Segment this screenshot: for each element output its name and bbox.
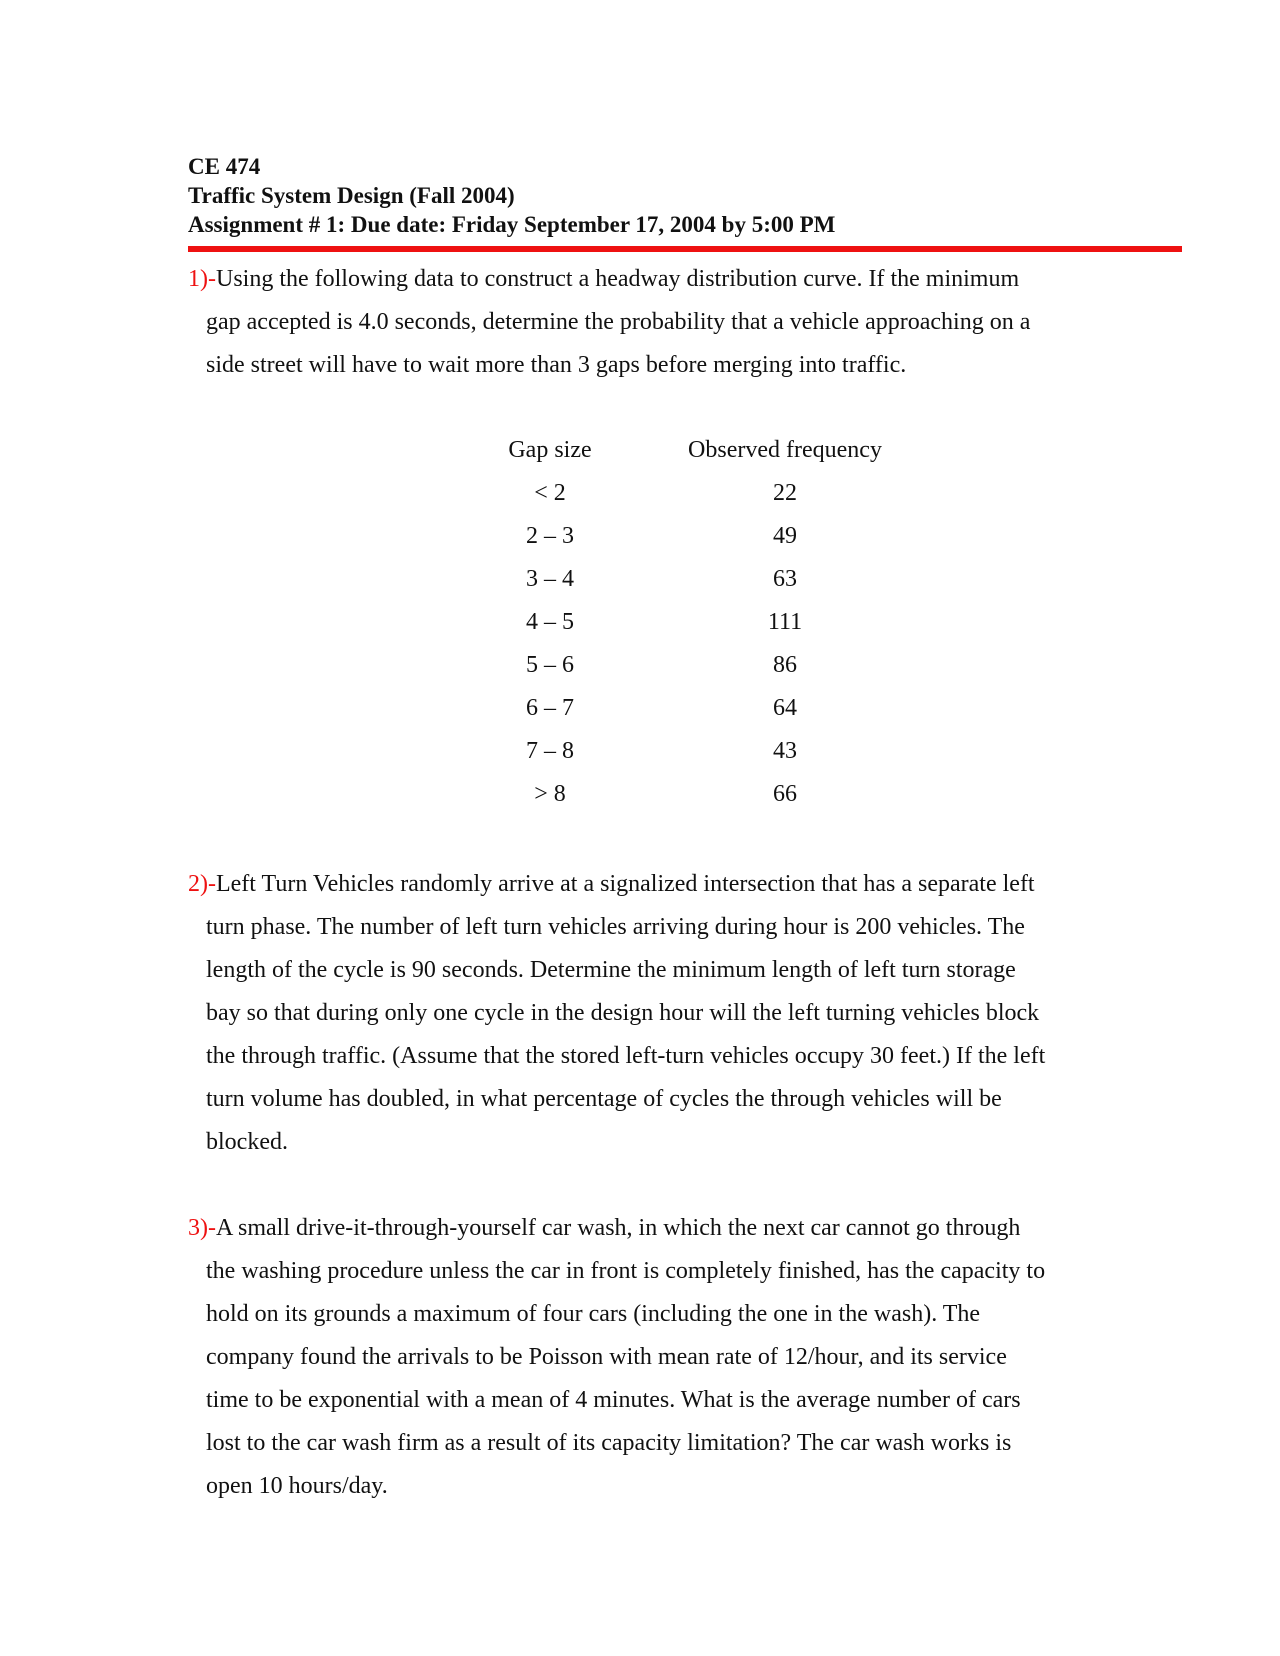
assignment-header bbox=[188, 152, 835, 239]
question-line: side street will have to wait more than 3 gaps before merging into traffic. bbox=[206, 352, 907, 378]
question-2 bbox=[188, 863, 1045, 1164]
gap-size-cell: 2 – 3 bbox=[526, 523, 574, 549]
table-row bbox=[480, 472, 890, 515]
question-line bbox=[188, 863, 1045, 906]
table-row bbox=[480, 515, 890, 558]
gap-size-cell: > 8 bbox=[534, 781, 566, 807]
frequency-cell: 49 bbox=[773, 523, 797, 549]
question-line: gap accepted is 4.0 seconds, determine the probability that a vehicle approaching on a bbox=[206, 309, 1031, 335]
frequency-cell: 66 bbox=[773, 781, 797, 807]
table-row bbox=[480, 601, 890, 644]
course-title: Traffic System Design (Fall 2004) bbox=[188, 183, 515, 208]
question-line: length of the cycle is 90 seconds. Determine the minimum length of left turn storage bbox=[206, 957, 1016, 983]
question-line: company found the arrivals to be Poisson with mean rate of 12/hour, and its service bbox=[206, 1344, 1007, 1370]
question-line: the washing procedure unless the car in front is completely finished, has the capacity to bbox=[206, 1258, 1046, 1284]
question-line: lost to the car wash firm as a result of its capacity limitation? The car wash works is bbox=[206, 1430, 1012, 1456]
header-divider bbox=[188, 246, 1182, 252]
column-header-gap-size: Gap size bbox=[508, 437, 592, 463]
frequency-cell: 43 bbox=[773, 738, 797, 764]
gap-size-cell: 5 – 6 bbox=[526, 652, 574, 678]
course-code: CE 474 bbox=[188, 154, 261, 179]
question-line: turn phase. The number of left turn vehicles arriving during hour is 200 vehicles. The bbox=[206, 914, 1025, 940]
gap-size-cell: 3 – 4 bbox=[526, 566, 574, 592]
table-row bbox=[480, 773, 890, 816]
question-line: bay so that during only one cycle in the design hour will the left turning vehicles block bbox=[206, 1000, 1040, 1026]
question-line: time to be exponential with a mean of 4 minutes. What is the average number of cars bbox=[206, 1387, 1021, 1413]
question-number: 2)- bbox=[188, 871, 216, 897]
question-line: blocked. bbox=[206, 1129, 288, 1155]
gap-frequency-table bbox=[480, 429, 890, 816]
question-line bbox=[188, 258, 1030, 301]
question-line: open 10 hours/day. bbox=[206, 1473, 388, 1499]
frequency-cell: 63 bbox=[773, 566, 797, 592]
question-number: 1)- bbox=[188, 266, 216, 292]
question-line: hold on its grounds a maximum of four cars (including the one in the wash). The bbox=[206, 1301, 981, 1327]
question-line bbox=[188, 1207, 1045, 1250]
column-header-frequency: Observed frequency bbox=[688, 437, 882, 463]
gap-size-cell: 6 – 7 bbox=[526, 695, 574, 721]
table-row bbox=[480, 558, 890, 601]
gap-size-cell: 4 – 5 bbox=[526, 609, 574, 635]
frequency-cell: 111 bbox=[767, 609, 803, 635]
gap-size-cell: 7 – 8 bbox=[526, 738, 574, 764]
table-row bbox=[480, 687, 890, 730]
frequency-cell: 86 bbox=[773, 652, 797, 678]
frequency-cell: 64 bbox=[773, 695, 797, 721]
question-1 bbox=[188, 258, 1030, 387]
question-line: turn volume has doubled, in what percentage of cycles the through vehicles will be bbox=[206, 1086, 1002, 1112]
question-number: 3)- bbox=[188, 1215, 216, 1241]
frequency-cell: 22 bbox=[773, 480, 797, 506]
question-text: Left Turn Vehicles randomly arrive at a signalized intersection that has a separate left bbox=[215, 871, 1035, 897]
question-text: A small drive-it-through-yourself car wash, in which the next car cannot go through bbox=[215, 1215, 1021, 1241]
table-header-row bbox=[480, 429, 890, 472]
table-row bbox=[480, 644, 890, 687]
assignment-due-line: Assignment # 1: Due date: Friday September 17, 2004 by 5:00 PM bbox=[188, 212, 836, 237]
question-text: Using the following data to construct a headway distribution curve. If the minimum bbox=[215, 266, 1020, 292]
question-line: the through traffic. (Assume that the stored left-turn vehicles occupy 30 feet.) If the left bbox=[206, 1043, 1046, 1069]
question-3 bbox=[188, 1207, 1045, 1508]
table-row bbox=[480, 730, 890, 773]
gap-size-cell: < 2 bbox=[534, 480, 566, 506]
